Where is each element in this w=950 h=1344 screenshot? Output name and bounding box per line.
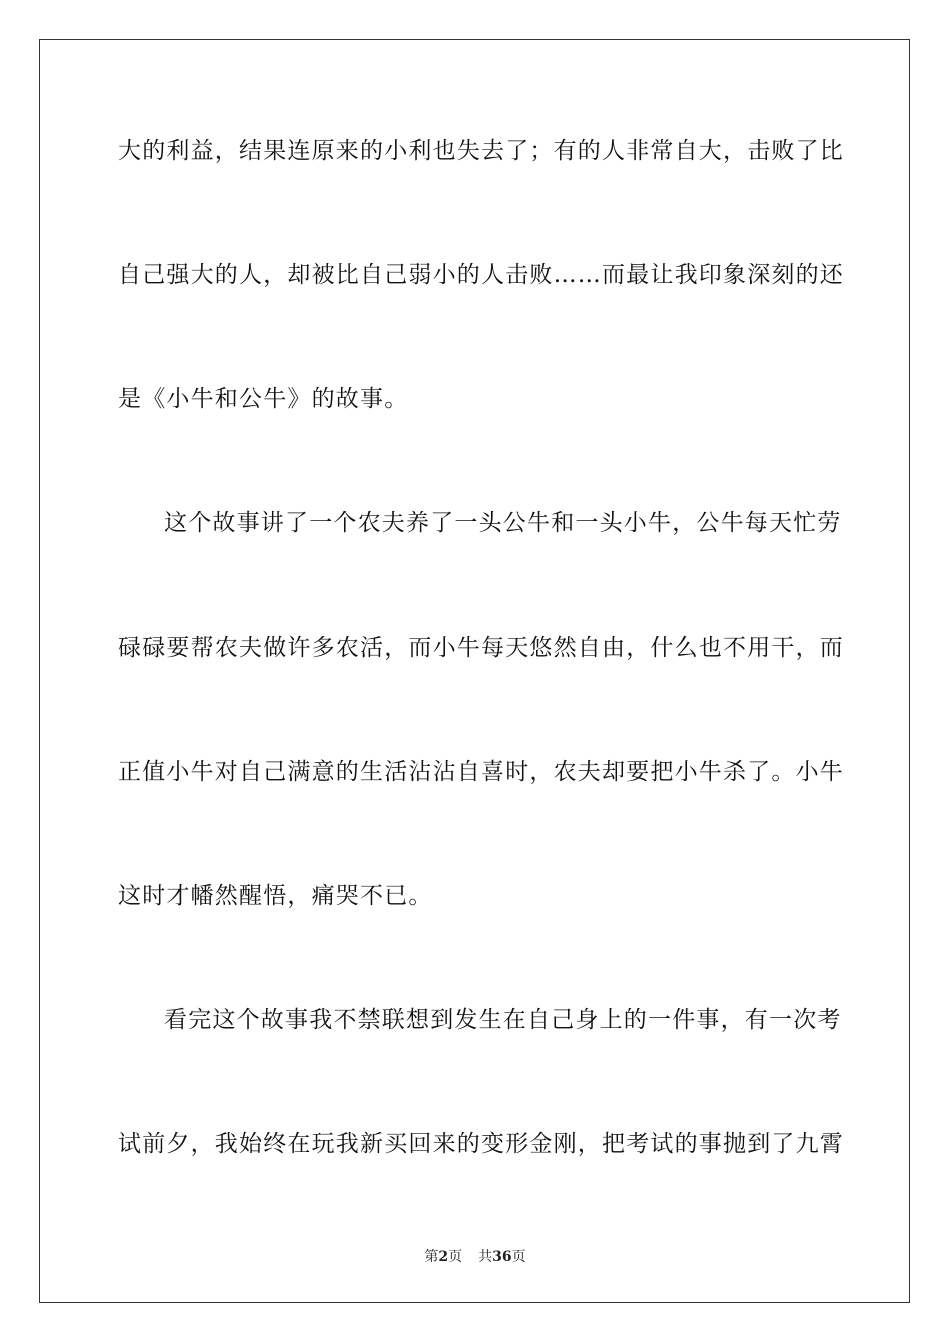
text-line-7: 这时才幡然醒悟，痛哭不已。 [118,883,433,909]
text-line-4: 这个故事讲了一个农夫养了一头公牛和一头小牛，公牛每天忙劳 [164,510,842,536]
total-prefix: 共 [478,1249,493,1265]
text-line-2: 自己强大的人，却被比自己弱小的人击败……而最让我印象深刻的还 [118,262,844,288]
page-number: 2 [438,1249,449,1265]
text-line-1: 大的利益，结果连原来的小利也失去了；有的人非常自大，击败了比 [118,138,844,164]
total-pages: 36 [492,1249,512,1265]
text-line-5: 碌碌要帮农夫做许多农活，而小牛每天悠然自由，什么也不用干，而 [118,635,844,661]
page-prefix: 第 [424,1249,439,1265]
text-line-8: 看完这个故事我不禁联想到发生在自己身上的一件事，有一次考 [164,1007,842,1033]
page-footer [0,1248,950,1266]
text-line-3: 是《小牛和公牛》的故事。 [118,386,409,412]
page-border [39,39,910,1303]
text-line-9: 试前夕，我始终在玩我新买回来的变形金刚，把考试的事抛到了九霄 [118,1131,844,1157]
text-line-6: 正值小牛对自己满意的生活沾沾自喜时，农夫却要把小牛杀了。小牛 [118,759,844,785]
page-suffix: 页 [448,1249,463,1265]
total-suffix: 页 [511,1249,526,1265]
